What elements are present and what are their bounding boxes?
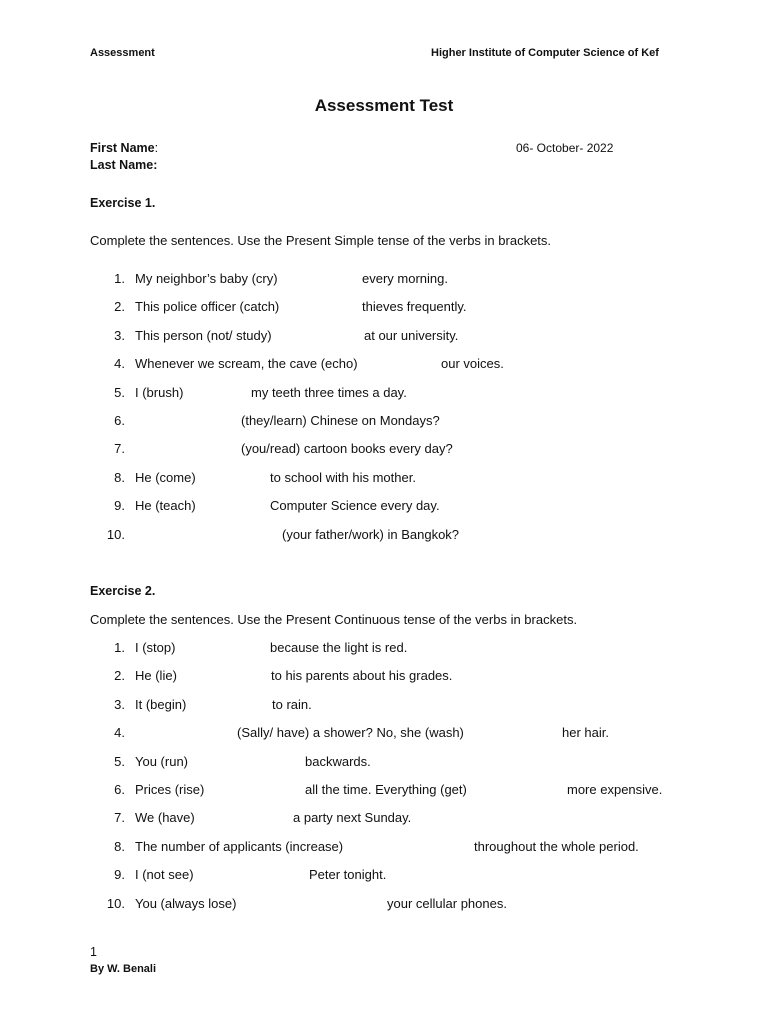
header-left: Assessment [90, 47, 155, 59]
item-prompt: I (not see) [135, 867, 194, 883]
item-continuation: a party next Sunday. [293, 810, 412, 826]
author: By W. Benali [90, 963, 157, 975]
item-continuation: Computer Science every day. [270, 498, 440, 514]
item-number: 4. [114, 725, 125, 741]
item-continuation: every morning. [362, 271, 448, 286]
item-continuation: backwards. [305, 753, 371, 769]
item-continuation: (you/read) cartoon books every day? [241, 441, 453, 457]
item-prompt: Prices (rise) [135, 782, 205, 797]
item-continuation-2: more expensive. [567, 782, 663, 797]
item-number: 9. [114, 867, 125, 883]
item-prompt: He (teach) [135, 498, 196, 514]
item-prompt: He (lie) [135, 668, 177, 684]
item-prompt: The number of applicants (increase) [135, 838, 344, 854]
item-prompt: You (always lose) [135, 895, 237, 911]
item-continuation: our voices. [441, 356, 504, 372]
item-number: 8. [114, 469, 125, 485]
item-number: 2. [114, 299, 125, 315]
item-continuation: to rain. [272, 696, 312, 712]
item-prompt: This police officer (catch) [135, 299, 280, 315]
item-number: 3. [114, 696, 125, 712]
item-prompt: Whenever we scream, the cave (echo) [135, 356, 358, 372]
item-prompt: My neighbor’s baby (cry) [135, 271, 278, 286]
first-name-row [90, 139, 158, 157]
item-prompt: This person (not/ study) [135, 327, 272, 343]
item-number: 5. [114, 753, 125, 769]
item-number: 1. [114, 640, 125, 655]
item-number: 2. [114, 668, 125, 684]
item-number: 10. [106, 526, 125, 542]
item-prompt: I (brush) [135, 384, 184, 400]
item-continuation: (Sally/ have) a shower? No, she (wash) [237, 725, 464, 741]
item-prompt: It (begin) [135, 696, 187, 712]
item-number: 7. [114, 441, 125, 457]
item-prompt: You (run) [135, 753, 188, 769]
page-title: Assessment Test [314, 96, 454, 115]
item-number: 4. [114, 356, 125, 372]
header-right: Higher Institute of Computer Science of Kef [431, 47, 659, 59]
date: 06- October- 2022 [516, 141, 614, 155]
exercise-2-instruction: Complete the sentences. Use the Present Continuous tense of the verbs in brackets. [90, 612, 578, 627]
item-prompt: I (stop) [135, 640, 176, 655]
item-continuation: (your father/work) in Bangkok? [282, 526, 460, 542]
item-continuation: at our university. [364, 327, 459, 343]
item-continuation: Peter tonight. [309, 867, 387, 883]
item-continuation: to school with his mother. [270, 469, 416, 485]
item-number: 10. [106, 895, 125, 911]
item-number: 6. [114, 782, 125, 797]
item-prompt: He (come) [135, 469, 196, 485]
item-prompt: We (have) [135, 810, 195, 826]
item-number: 1. [114, 271, 125, 286]
last-name-label: Last Name: [90, 158, 158, 172]
item-continuation-2: her hair. [562, 725, 609, 741]
item-number: 5. [114, 384, 125, 400]
item-continuation: thieves frequently. [362, 299, 467, 315]
first-name-colon: : [154, 141, 159, 155]
item-continuation: to his parents about his grades. [271, 668, 453, 684]
item-continuation: my teeth three times a day. [251, 384, 407, 400]
item-continuation: (they/learn) Chinese on Mondays? [241, 413, 440, 428]
page-number: 1 [90, 945, 97, 959]
exercise-1-instruction: Complete the sentences. Use the Present Simple tense of the verbs in brackets. [90, 233, 552, 248]
item-continuation: all the time. Everything (get) [305, 782, 467, 797]
exercise-1-heading: Exercise 1. [90, 196, 156, 210]
first-name-label: First Name [90, 141, 155, 155]
item-continuation: throughout the whole period. [474, 838, 639, 854]
item-number: 9. [114, 498, 125, 514]
item-number: 3. [114, 327, 125, 343]
item-number: 7. [114, 810, 125, 826]
item-continuation: your cellular phones. [387, 895, 507, 911]
item-number: 8. [114, 838, 125, 854]
exercise-2-heading: Exercise 2. [90, 584, 156, 598]
item-continuation: because the light is red. [270, 640, 408, 655]
item-number: 6. [114, 413, 125, 428]
